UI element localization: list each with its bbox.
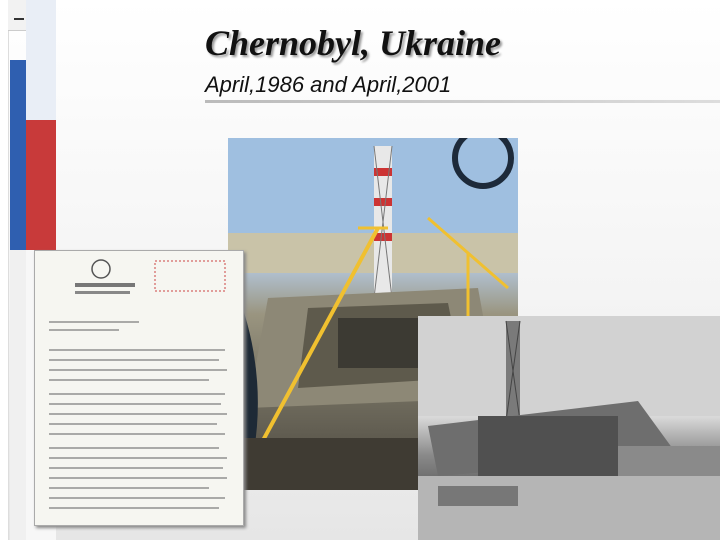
document-text-line xyxy=(49,477,227,479)
slide-subtitle: April,1986 and April,2001 xyxy=(205,72,452,97)
document-text-line xyxy=(49,329,119,331)
document-text-line xyxy=(49,433,225,435)
strip-bar xyxy=(10,250,26,540)
document-text-line xyxy=(49,349,225,351)
document-text-line xyxy=(49,447,219,449)
document-text-line xyxy=(49,457,227,459)
slide-title: Chernobyl, Ukraine xyxy=(205,23,502,63)
title-underline xyxy=(205,100,720,103)
strip-tick xyxy=(14,18,24,20)
document-text-line xyxy=(49,467,223,469)
bw-photo-art xyxy=(418,316,720,540)
strip-bar xyxy=(8,0,26,31)
document-text-line xyxy=(49,497,225,499)
document-text-line xyxy=(49,379,209,381)
document-text-line xyxy=(49,369,227,371)
strip-bar-blue xyxy=(10,60,26,250)
document-text-line xyxy=(49,321,139,323)
document-text-line xyxy=(49,359,219,361)
bw-reactor-photo xyxy=(418,316,720,540)
soviet-document-image xyxy=(34,250,244,526)
strip-bar xyxy=(0,0,9,540)
document-text-line xyxy=(49,487,209,489)
strip-bar-red xyxy=(26,120,56,250)
strip-bar xyxy=(26,0,56,120)
document-text-line xyxy=(49,423,217,425)
document-art xyxy=(35,251,243,525)
document-text-line xyxy=(49,413,227,415)
document-text-line xyxy=(49,507,219,509)
document-text-line xyxy=(49,403,221,405)
document-text-line xyxy=(49,393,225,395)
